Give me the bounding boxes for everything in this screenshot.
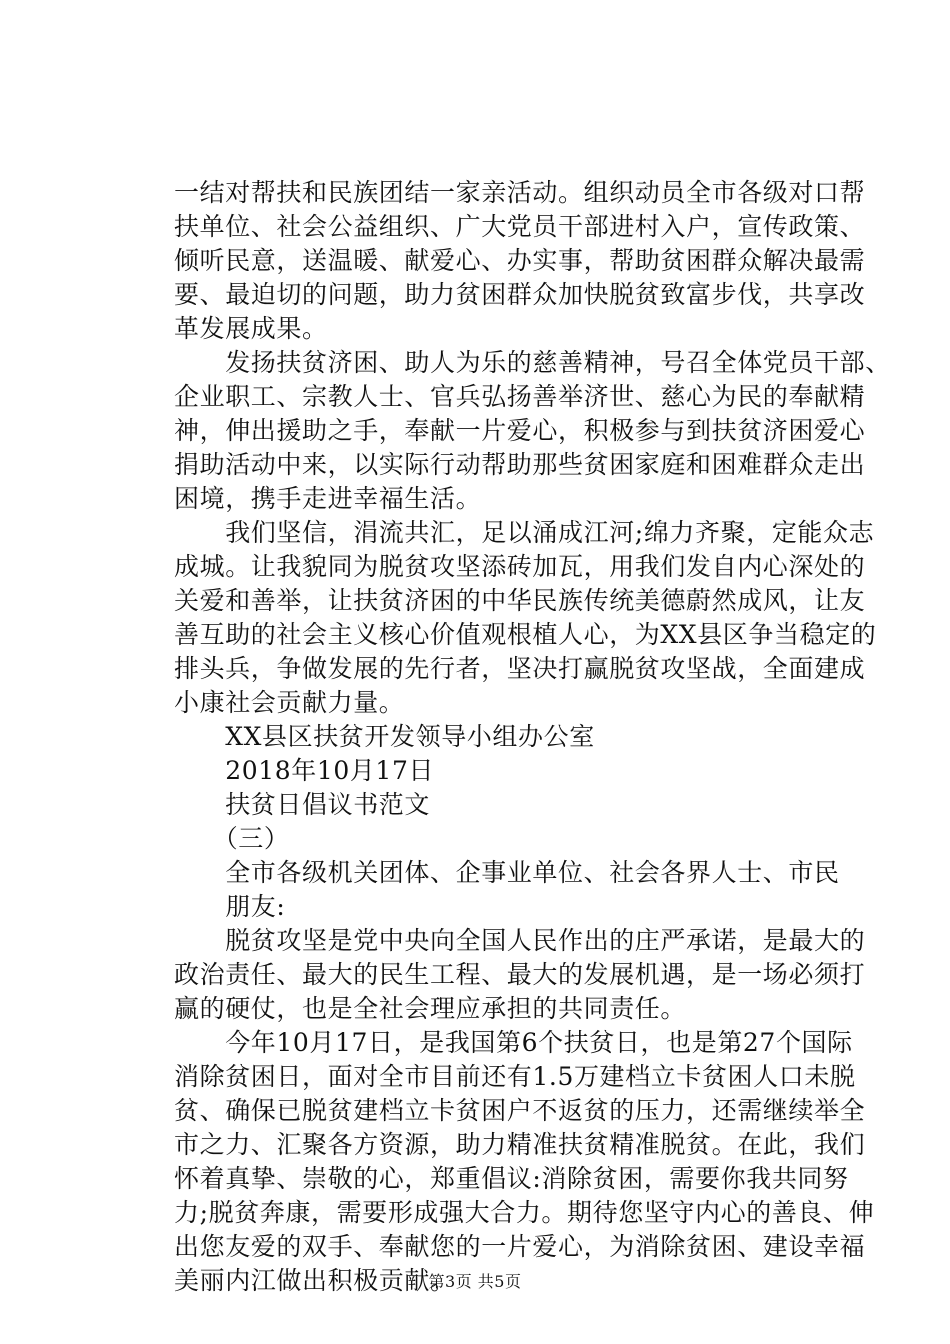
salutation: 全市各级机关团体、企事业单位、社会各界人士、市民 — [174, 858, 840, 887]
text-line: 市之力、汇聚各方资源，助力精准扶贫精准脱贫。在此，我们 — [174, 1130, 866, 1159]
text-line: 小康社会贡献力量。 — [174, 688, 405, 717]
text-line: 革发展成果。 — [174, 314, 328, 343]
page-number-footer: 第3页 共5页 — [428, 1272, 522, 1291]
text-line: 贫、确保已脱贫建档立卡贫困户不返贫的压力，还需继续举全 — [174, 1096, 866, 1125]
text-line: 政治责任、最大的民生工程、最大的发展机遇，是一场必须打 — [174, 960, 866, 989]
text-line: 扶单位、社会公益组织、广大党员干部进村入户，宣传政策、 — [174, 212, 866, 241]
text-line: 捐助活动中来，以实际行动帮助那些贫困家庭和困难群众走出 — [174, 450, 866, 479]
document-body — [174, 176, 891, 1298]
text-line: 美丽内江做出积极贡献。 — [174, 1266, 456, 1295]
text-line: 怀着真挚、崇敬的心，郑重倡议:消除贫困，需要你我共同努 — [174, 1164, 849, 1193]
section-number: （三） — [174, 824, 290, 853]
text-line: 排头兵，争做发展的先行者，坚决打赢脱贫攻坚战，全面建成 — [174, 654, 866, 683]
text-line: 神，伸出援助之手，奉献一片爱心，积极参与到扶贫济困爱心 — [174, 416, 866, 445]
text-line: 困境，携手走进幸福生活。 — [174, 484, 482, 513]
text-line: 出您友爱的双手、奉献您的一片爱心，为消除贫困、建设幸福 — [174, 1232, 866, 1261]
text-line: 力;脱贫奔康，需要形成强大合力。期待您坚守内心的善良、伸 — [174, 1198, 875, 1227]
text-line: 今年10月17日，是我国第6个扶贫日，也是第27个国际 — [174, 1028, 853, 1057]
text-line: 倾听民意，送温暖、献爱心、办实事，帮助贫困群众解决最需 — [174, 246, 866, 275]
text-line: 赢的硬仗，也是全社会理应承担的共同责任。 — [174, 994, 687, 1023]
text-line: 一结对帮扶和民族团结一家亲活动。组织动员全市各级对口帮 — [174, 178, 866, 207]
salutation: 朋友: — [174, 892, 286, 921]
signature-office: XX县区扶贫开发领导小组办公室 — [174, 722, 595, 751]
text-line: 消除贫困日，面对全市目前还有1.5万建档立卡贫困人口未脱 — [174, 1062, 856, 1091]
text-line: 发扬扶贫济困、助人为乐的慈善精神，号召全体党员干部、 — [174, 348, 891, 377]
text-line: 要、最迫切的问题，助力贫困群众加快脱贫致富步伐，共享改 — [174, 280, 866, 309]
text-line: 善互助的社会主义核心价值观根植人心，为XX县区争当稳定的 — [174, 620, 877, 649]
text-line: 成城。让我貌同为脱贫攻坚添砖加瓦，用我们发自内心深处的 — [174, 552, 866, 581]
section-title: 扶贫日倡议书范文 — [174, 790, 431, 819]
text-line: 企业职工、宗教人士、官兵弘扬善举济世、慈心为民的奉献精 — [174, 382, 866, 411]
text-line: 我们坚信，涓流共汇，足以涌成江河;绵力齐聚，定能众志 — [174, 518, 875, 547]
text-line: 关爱和善举，让扶贫济困的中华民族传统美德蔚然成风，让友 — [174, 586, 866, 615]
text-line: 脱贫攻坚是党中央向全国人民作出的庄严承诺，是最大的 — [174, 926, 866, 955]
signature-date: 2018年10月17日 — [174, 756, 435, 785]
